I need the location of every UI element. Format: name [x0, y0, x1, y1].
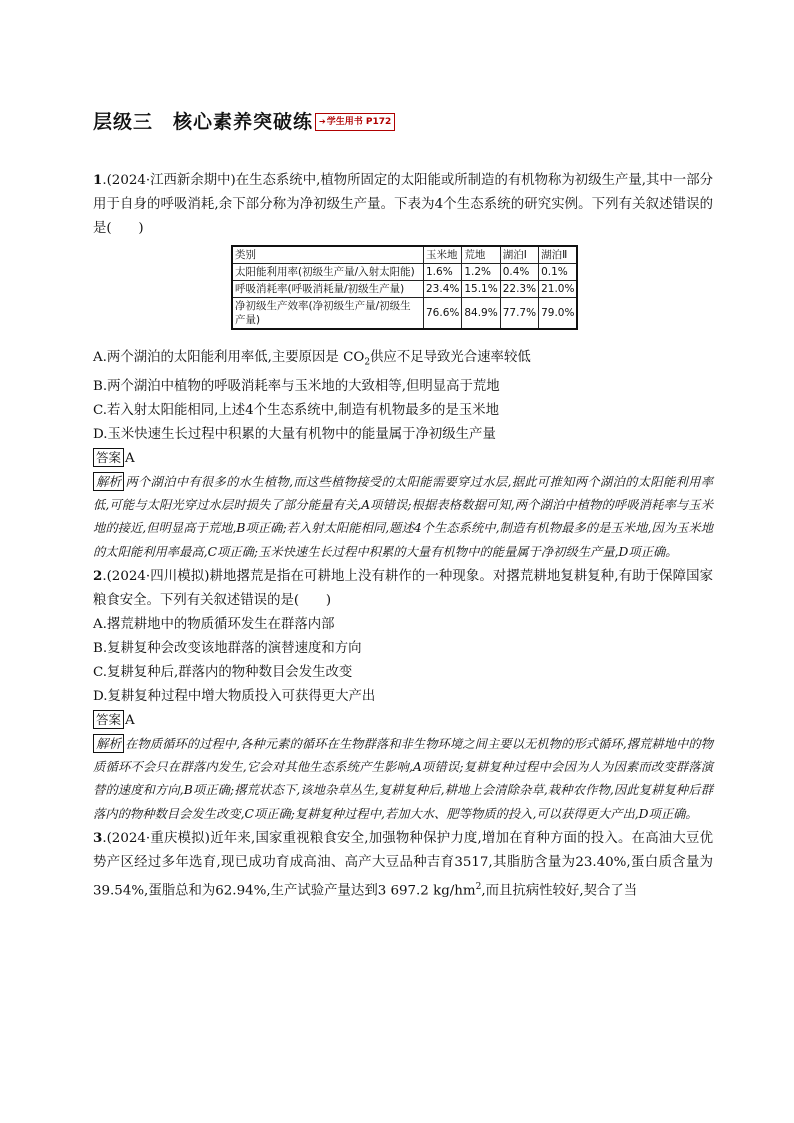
option-b: B.复耕复种会改变该地群落的演替速度和方向: [93, 640, 362, 656]
table-header-cell: 玉米地: [424, 246, 462, 264]
reference-text: 学生用书 P172: [326, 117, 392, 127]
ecosystem-data-table: [231, 245, 578, 330]
question-text-end: ,而且抗病性较好,契合了当: [481, 883, 638, 899]
table-row: [232, 298, 577, 330]
subscript: 2: [364, 357, 371, 368]
question-2-stem: [93, 564, 713, 613]
arrow-right-icon: ➔: [319, 117, 326, 126]
answer-line: [93, 709, 713, 733]
table-cell: 23.4%: [424, 281, 462, 298]
option-a: [93, 346, 713, 375]
question-number: 1: [93, 172, 103, 188]
explanation: [93, 471, 713, 564]
table-cell: 太阳能利用率(初级生产量/入射太阳能): [232, 264, 424, 281]
option-d: D.玉米快速生长过程中积累的大量有机物中的能量属于净初级生产量: [93, 426, 496, 442]
question-text: .(2024·四川模拟)耕地撂荒是指在可耕地上没有耕作的一种现象。对撂荒耕地复耕复种,有助于保障国家粮食安全。下列有关叙述错误的是( ): [93, 568, 713, 608]
explanation-text: 在物质循环的过程中,各种元素的循环在生物群落和非生物环境之间主要以无机物的形式循环,撂荒耕地中的物质循环不会只在群落内发生,它会对其他生态系统产生影响,A项错误;复耕复种过程中会因为人为因素而改变群落演替的速度和方向,B项正确;撂荒状态下,该地杂草丛生,复耕复种后,耕地上会清除杂草,栽种农作物,因此复耕复种后群落内的物种数目会发生改变,C项正确;复耕复种过程中,若加大水、肥等物质的投入,可以获得更大产出,D项正确。: [93, 736, 713, 821]
table-cell: 呼吸消耗率(呼吸消耗量/初级生产量): [232, 281, 424, 298]
student-book-reference-badge[interactable]: [315, 113, 395, 131]
table-cell: 0.1%: [539, 264, 578, 281]
table-header-cell: 类别: [232, 246, 424, 264]
option-a-text: A.两个湖泊的太阳能利用率低,主要原因是 CO: [93, 350, 365, 365]
table-row: [232, 264, 577, 281]
table-header-row: [232, 246, 577, 264]
question-1: [93, 168, 713, 564]
table-cell: 0.4%: [500, 264, 538, 281]
question-1-stem: [93, 168, 713, 241]
explanation-text: 两个湖泊中有很多的水生植物,而这些植物接受的太阳能需要穿过水层,据此可推知两个湖泊的太阳能利用率低,可能与太阳光穿过水层时损失了部分能量有关,A项错误;根据表格数据可知,两个湖泊中植物的呼吸消耗率与玉米地的接近,但明显高于荒地,B项正确;若入射太阳能相同,题述4个生态系统中,制造有机物最多的是玉米地,因为玉米地的太阳能利用率最高,C项正确;玉米快速生长过程中积累的大量有机物中的能量属于净初级生产量,D项正确。: [93, 474, 713, 559]
option-c: C.复耕复种后,群落内的物种数目会发生改变: [93, 664, 353, 680]
table-cell: 1.6%: [424, 264, 462, 281]
option-b: B.两个湖泊中植物的呼吸消耗率与玉米地的大致相等,但明显高于荒地: [93, 378, 500, 394]
table-cell: 22.3%: [500, 281, 538, 298]
option-d: D.复耕复种过程中增大物质投入可获得更大产出: [93, 688, 376, 704]
table-cell: 1.2%: [462, 264, 500, 281]
data-table-wrapper: [231, 245, 713, 330]
section-header: [93, 100, 713, 134]
question-3: [93, 826, 713, 903]
question-2: [93, 564, 713, 826]
option-a-text-end: 供应不足导致光合速率较低: [370, 350, 531, 365]
table-cell: 21.0%: [539, 281, 578, 298]
question-3-stem: [93, 826, 713, 903]
question-number: 2: [93, 567, 103, 584]
answer-value: A: [125, 450, 135, 466]
question-text: .(2024·江西新余期中)在生态系统中,植物所固定的太阳能或所制造的有机物称为初级生产量,其中一部分用于自身的呼吸消耗,余下部分称为净初级生产量。下表为4个生态系统的研究实例。下列有关叙述错误的是( ): [93, 173, 713, 236]
question-number: 3: [93, 830, 103, 847]
answer-label: 答案: [93, 710, 124, 729]
option-c: C.若入射太阳能相同,上述4个生态系统中,制造有机物最多的是玉米地: [93, 402, 499, 418]
table-header-cell: 湖泊Ⅱ: [539, 246, 578, 264]
table-cell: 净初级生产效率(净初级生产量/初级生产量): [232, 298, 424, 330]
explanation-label: 解析: [93, 472, 124, 491]
table-cell: 84.9%: [462, 298, 500, 330]
explanation: [93, 733, 713, 826]
answer-value: A: [125, 712, 135, 728]
superscript: 2: [475, 882, 482, 893]
explanation-label: 解析: [93, 734, 124, 753]
table-cell: 15.1%: [462, 281, 500, 298]
answer-label: 答案: [93, 448, 124, 467]
table-cell: 76.6%: [424, 298, 462, 330]
table-cell: 79.0%: [539, 298, 578, 330]
section-title: 层级三 核心素养突破练: [93, 111, 314, 133]
question-text: .(2024·重庆模拟)近年来,国家重视粮食安全,加强物种保护力度,增加在育种方面的投入。在高油大豆优势产区经过多年选育,现已成功育成高油、高产大豆品种吉育3517,其脂肪含量为23.40%,蛋白质含量为39.54%,蛋脂总和为62.94%,生产试验产量达到3 697.2 kg/hm: [93, 831, 713, 899]
page: [93, 100, 713, 904]
option-a: A.撂荒耕地中的物质循环发生在群落内部: [93, 616, 335, 632]
answer-line: [93, 447, 713, 471]
table-header-cell: 荒地: [462, 246, 500, 264]
table-row: [232, 281, 577, 298]
table-header-cell: 湖泊Ⅰ: [500, 246, 538, 264]
table-cell: 77.7%: [500, 298, 538, 330]
